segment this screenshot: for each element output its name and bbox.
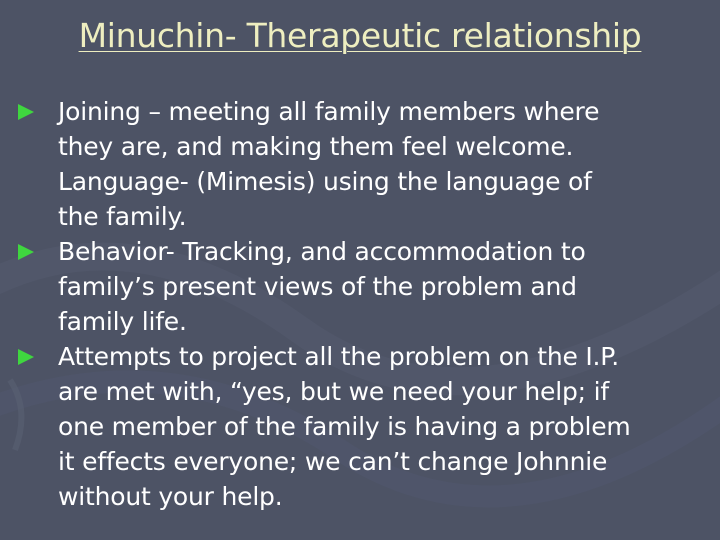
bullet-line: family life.	[58, 307, 187, 336]
bullet-line: it effects everyone; we can’t change Johnnie	[58, 447, 608, 476]
bullet-joining	[18, 94, 718, 234]
bullet-line: Attempts to project all the problem on the I.P.	[58, 342, 620, 371]
bullet-arrow-icon	[18, 244, 34, 260]
bullet-arrow-icon	[18, 104, 34, 120]
bullet-line: family’s present views of the problem and	[58, 272, 577, 301]
bullet-line: without your help.	[58, 482, 283, 511]
bullet-line: they are, and making them feel welcome.	[58, 132, 574, 161]
bullet-behavior	[18, 234, 718, 339]
bullet-line: Language- (Mimesis) using the language of	[58, 167, 592, 196]
bullet-line: are met with, “yes, but we need your help; if	[58, 377, 609, 406]
bullet-attempts	[18, 339, 718, 514]
slide-title: Minuchin- Therapeutic relationship	[78, 16, 642, 55]
bullet-line: Behavior- Tracking, and accommodation to	[58, 237, 586, 266]
bullet-line: one member of the family is having a problem	[58, 412, 631, 441]
bullet-line: the family.	[58, 202, 187, 231]
bullet-arrow-icon	[18, 349, 34, 365]
bullet-line: Joining – meeting all family members where	[58, 97, 600, 126]
bullet-list	[18, 94, 718, 514]
